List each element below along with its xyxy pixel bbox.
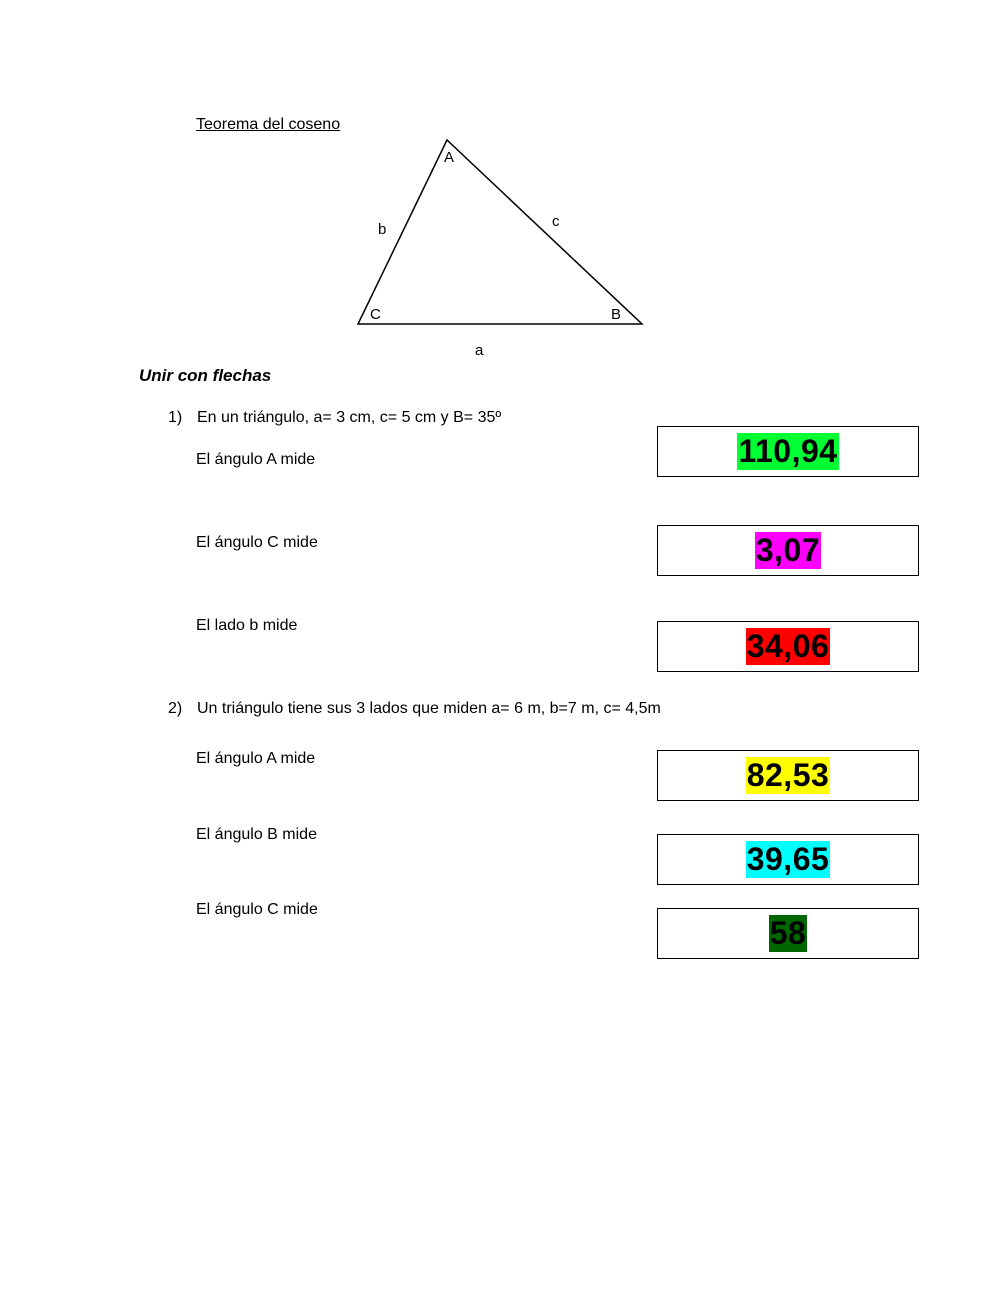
answer-value-1: 110,94 — [738, 433, 838, 469]
answer-box-5[interactable] — [657, 834, 919, 885]
question-2-text: Un triángulo tiene sus 3 lados que miden a= 6 m, b=7 m, c= 4,5m — [197, 700, 661, 717]
triangle-diagram — [340, 130, 660, 370]
page-title: Teorema del coseno — [196, 116, 341, 133]
answer-value-5: 39,65 — [746, 841, 830, 877]
vertex-c-label: C — [370, 306, 381, 323]
answer-box-4[interactable] — [657, 750, 919, 801]
side-c-label: c — [552, 213, 560, 230]
vertex-b-label: B — [611, 306, 622, 323]
q1-item-angle-c: El ángulo C mide — [196, 534, 318, 551]
question-1-text: En un triángulo, a= 3 cm, c= 5 cm y B= 35º — [197, 409, 502, 426]
answer-value-6: 58 — [769, 915, 807, 951]
q1-item-angle-a: El ángulo A mide — [196, 451, 316, 468]
question-2-number: 2) — [168, 700, 183, 717]
answer-box-2[interactable] — [657, 525, 919, 576]
answer-box-1[interactable] — [657, 426, 919, 477]
answer-box-6[interactable] — [657, 908, 919, 959]
side-a-label: a — [475, 342, 484, 359]
q2-item-angle-c: El ángulo C mide — [196, 901, 318, 918]
q2-item-angle-a: El ángulo A mide — [196, 750, 316, 767]
question-1-number: 1) — [168, 409, 183, 426]
instruction-heading: Unir con flechas — [139, 366, 272, 385]
q1-item-side-b: El lado b mide — [196, 617, 298, 634]
triangle-shape — [358, 140, 642, 324]
q2-item-angle-b: El ángulo B mide — [196, 826, 317, 843]
vertex-a-label: A — [444, 149, 455, 166]
answer-value-2: 3,07 — [755, 532, 821, 568]
side-b-label: b — [378, 221, 387, 238]
answer-box-3[interactable] — [657, 621, 919, 672]
answer-value-4: 82,53 — [746, 757, 830, 793]
answer-value-3: 34,06 — [746, 628, 830, 664]
